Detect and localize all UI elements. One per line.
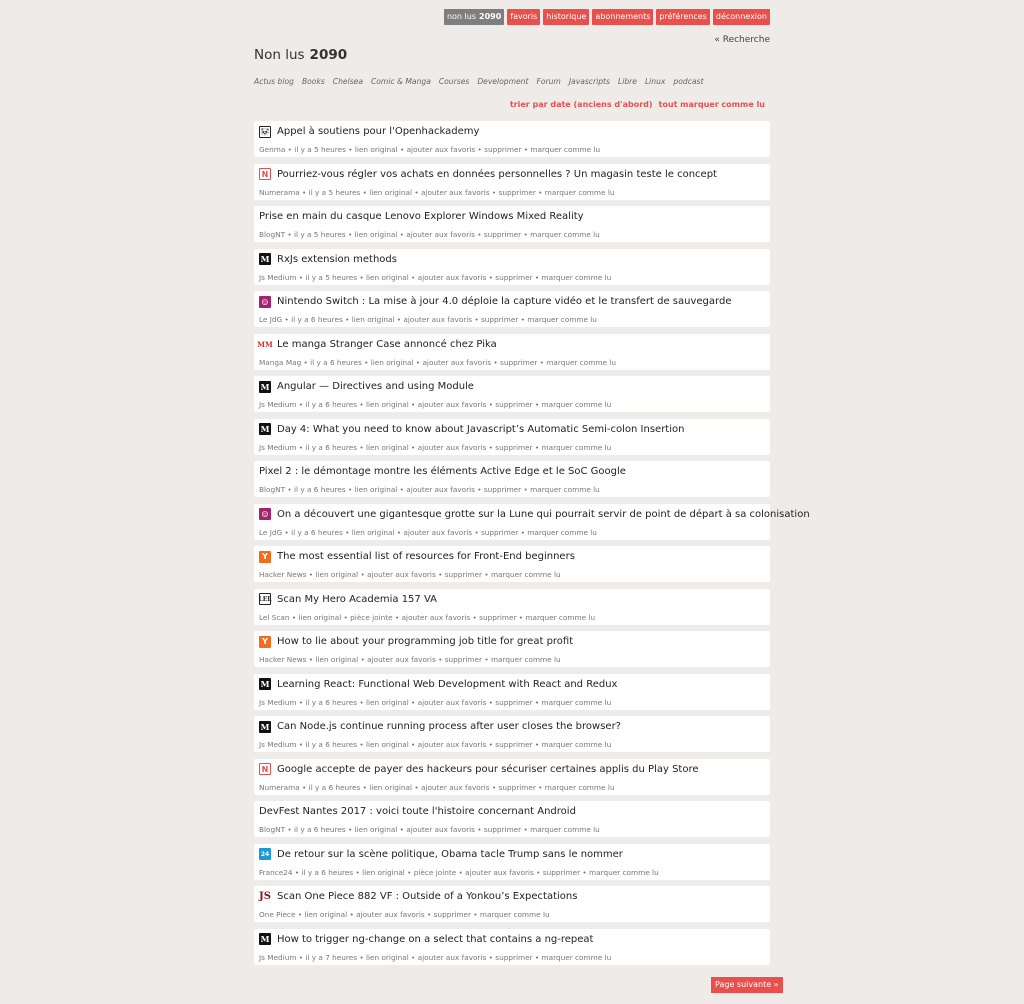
category-link[interactable]: Books [301,77,325,86]
article-meta[interactable]: France24 • il y a 6 heures • lien original • pièce jointe • ajouter aux favoris • supprimer • marquer comme lu [259,867,659,877]
list-item-header [259,763,765,776]
article-title-link[interactable]: Pourriez-vous régler vos achats en données personnelles ? Un magasin teste le concept [277,168,717,180]
list-item [254,164,770,200]
article-meta[interactable]: Le JdG • il y a 6 heures • lien original • ajouter aux favoris • supprimer • marquer comme lu [259,315,597,324]
list-item [254,546,770,582]
article-title-link[interactable]: Pixel 2 : le démontage montre les éléments Active Edge et le SoC Google [259,466,626,477]
article-title-link[interactable]: On a découvert une gigantesque grotte sur la Lune qui pourrait servir de point de départ à sa colonisation [277,508,810,520]
nav-unread-label: non lus [446,12,476,21]
nav-unread-count: 2090 [479,12,502,21]
article-title-link[interactable]: Scan One Piece 882 VF : Outside of a Yonkou’s Expectations [277,891,578,902]
list-item [254,929,770,965]
category-link[interactable]: Libre [617,77,637,86]
list-item [254,504,810,540]
next-page-button[interactable]: Page suivante » [711,977,783,993]
article-title-link[interactable]: Angular — Directives and using Module [277,381,474,392]
list-item-header [259,635,765,648]
article-meta[interactable]: Js Medium • il y a 7 heures • lien original • ajouter aux favoris • supprimer • marquer comme lu [259,952,612,962]
medium-icon: M [260,254,270,264]
list-item [254,674,770,710]
medium-icon: M [260,424,270,434]
article-title-link[interactable]: Prise en main du casque Lenovo Explorer Windows Mixed Reality [259,211,584,222]
page-title-label: Non lus [254,47,305,63]
article-meta[interactable]: Js Medium • il y a 6 heures • lien original • ajouter aux favoris • supprimer • marquer comme lu [259,740,612,749]
category-link[interactable]: podcast [673,77,704,86]
list-item-header [259,805,765,818]
medium-icon: M [260,381,270,392]
article-meta[interactable]: Numerama • il y a 6 heures • lien original • ajouter aux favoris • supprimer • marquer comme lu [259,782,615,792]
nav-deconnexion-button[interactable]: déconnexion [713,9,770,25]
category-link[interactable]: Chelsea [332,77,363,86]
category-link[interactable]: Javascripts [568,77,610,86]
category-link[interactable]: Linux [644,77,666,86]
onepiece-icon: JS [259,891,271,902]
jdg-icon: ☺ [259,508,271,520]
list-item-header [259,720,765,733]
list-item-header [259,125,765,138]
article-title-link[interactable]: Nintendo Switch : La mise à jour 4.0 déploie la capture vidéo et le transfert de sauvegarde [277,296,732,307]
list-item [254,589,770,625]
nav-preferences-button[interactable]: préférences [656,9,709,25]
article-meta[interactable]: BlogNT • il y a 6 heures • lien original • ajouter aux favoris • supprimer • marquer comme lu [259,825,600,834]
page-title-count: 2090 [309,47,348,63]
article-meta[interactable]: Lel Scan • lien original • pièce jointe • ajouter aux favoris • supprimer • marquer comme lu [259,612,596,622]
nav-unread-button[interactable] [444,9,504,25]
category-link[interactable]: Courses [438,77,470,86]
category-link[interactable]: Actus blog [254,77,294,86]
list-item-header [259,338,765,351]
category-link[interactable]: Comic & Manga [370,77,431,86]
sort-by-date-link[interactable]: trier par date (anciens d'abord) [509,100,653,109]
category-list [254,77,703,86]
category-link[interactable]: Development [477,77,529,86]
list-item [254,886,770,922]
list-item [254,801,770,837]
article-title-link[interactable]: Appel à soutiens pour l'Openhackademy [277,126,480,137]
list-item-header [259,253,765,266]
jdg-icon: ☺ [259,296,271,308]
article-list [254,121,810,971]
sort-bar [510,100,765,109]
article-meta[interactable]: Js Medium • il y a 6 heures • lien original • ajouter aux favoris • supprimer • marquer comme lu [259,697,612,707]
list-item [254,759,770,795]
article-meta[interactable]: Numerama • il y a 5 heures • lien original • ajouter aux favoris • supprimer • marquer comme lu [259,187,615,197]
mangamag-icon: MM [257,339,273,349]
article-title-link[interactable]: Day 4: What you need to know about Javascript’s Automatic Semi-colon Insertion [277,423,685,435]
medium-icon: M [260,721,270,732]
article-meta[interactable]: Hacker News • lien original • ajouter aux favoris • supprimer • marquer comme lu [259,655,561,664]
article-title-link[interactable]: Le manga Stranger Case annoncé chez Pika [277,338,497,350]
article-title-link[interactable]: Learning React: Functional Web Development with React and Redux [277,678,618,690]
list-item [254,631,770,667]
article-meta[interactable]: Manga Mag • il y a 6 heures • lien original • ajouter aux favoris • supprimer • marquer comme lu [259,357,616,367]
article-title-link[interactable]: RxJs extension methods [277,253,397,265]
article-meta[interactable]: Js Medium • il y a 5 heures • lien original • ajouter aux favoris • supprimer • marquer comme lu [259,272,612,282]
article-meta[interactable]: Le JdG • il y a 6 heures • lien original • ajouter aux favoris • supprimer • marquer comme lu [259,527,597,537]
page-title [254,47,347,63]
article-title-link[interactable]: Can Node.js continue running process after user closes the browser? [277,721,621,732]
list-item-header [259,423,765,436]
medium-icon: M [260,934,270,944]
article-meta[interactable]: Hacker News • lien original • ajouter aux favoris • supprimer • marquer comme lu [259,570,561,579]
article-title-link[interactable]: De retour sur la scène politique, Obama tacle Trump sans le nommer [277,848,623,860]
list-item [254,844,770,880]
genma-icon: 🐼 [260,127,270,136]
list-item-header [259,210,765,223]
list-item-header [259,465,765,478]
list-item-header [259,890,765,903]
list-item-header [259,550,765,563]
france24-icon: 24 [259,848,271,860]
category-link[interactable]: Forum [536,77,561,86]
list-item-header [259,593,765,606]
article-meta[interactable]: BlogNT • il y a 5 heures • lien original • ajouter aux favoris • supprimer • marquer comme lu [259,230,600,239]
list-item-header [259,848,765,861]
mark-all-read-link[interactable]: tout marquer comme lu [658,100,765,109]
article-meta[interactable]: Js Medium • il y a 6 heures • lien original • ajouter aux favoris • supprimer • marquer comme lu [259,400,612,409]
list-item-header [259,678,765,691]
article-title-link[interactable]: DevFest Nantes 2017 : voici toute l'histoire concernant Android [259,806,576,817]
list-item [254,461,770,497]
list-item [254,716,770,752]
numerama-icon: N [259,763,271,775]
list-item [254,206,770,242]
article-meta[interactable]: Genma • il y a 5 heures • lien original • ajouter aux favoris • supprimer • marquer comme lu [259,145,601,154]
hackernews-icon: Y [259,636,271,648]
numerama-icon: N [259,168,271,180]
list-item-header [259,380,765,393]
list-item-header [259,508,810,521]
top-nav [444,9,770,25]
article-title-link[interactable]: Google accepte de payer des hackeurs pour sécuriser certaines applis du Play Store [277,763,699,775]
medium-icon: M [260,679,270,689]
article-meta[interactable]: One Piece • lien original • ajouter aux favoris • supprimer • marquer comme lu [259,910,550,919]
lelscan-icon: LEL [259,593,271,605]
list-item-header [259,168,765,181]
nav-favoris-button[interactable]: favoris [507,9,540,25]
search-link[interactable]: « Recherche [714,35,770,45]
article-meta[interactable]: Js Medium • il y a 6 heures • lien original • ajouter aux favoris • supprimer • marquer comme lu [259,442,612,452]
hackernews-icon: Y [259,551,271,563]
article-title-link[interactable]: Scan My Hero Academia 157 VA [277,593,437,605]
article-title-link[interactable]: How to lie about your programming job title for great profit [277,636,574,647]
list-item [254,376,770,412]
article-title-link[interactable]: How to trigger ng-change on a select that contains a ng-repeat [277,933,594,945]
list-item [254,334,770,370]
nav-historique-button[interactable]: historique [543,9,589,25]
article-title-link[interactable]: The most essential list of resources for Front-End beginners [277,551,575,562]
list-item [254,121,770,157]
list-item-header [259,933,765,946]
article-meta[interactable]: BlogNT • il y a 6 heures • lien original • ajouter aux favoris • supprimer • marquer comme lu [259,485,600,494]
list-item-header [259,295,765,308]
nav-abonnements-button[interactable]: abonnements [592,9,653,25]
list-item [254,291,770,327]
list-item [254,249,770,285]
list-item [254,419,770,455]
